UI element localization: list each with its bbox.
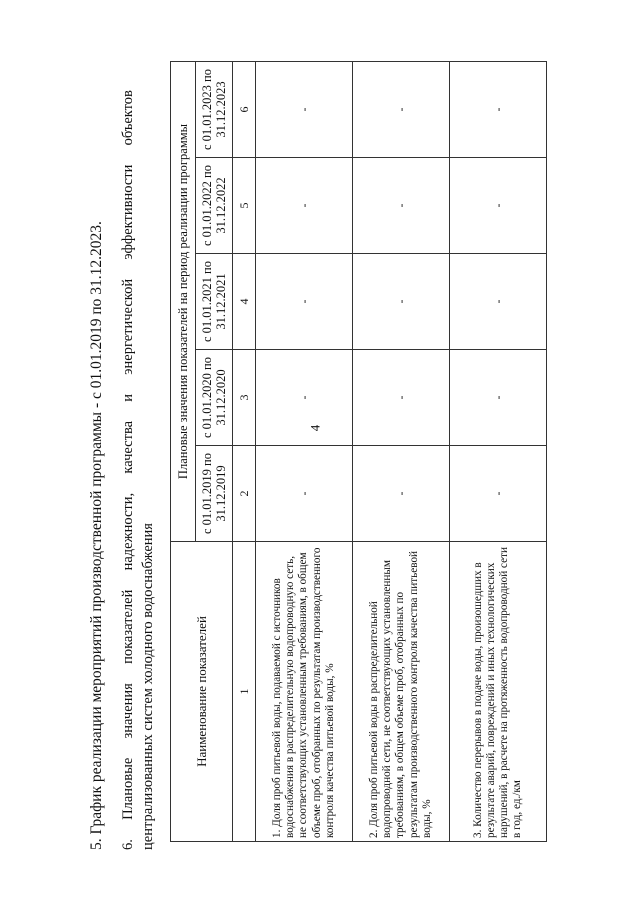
column-number: 5 bbox=[233, 158, 256, 254]
value-cell: - bbox=[353, 350, 450, 446]
value-cell: - bbox=[450, 158, 547, 254]
heading-word: надежности, bbox=[120, 492, 136, 571]
section-6-heading-line1 bbox=[120, 90, 137, 850]
header-period: с 01.01.2020 по 31.12.2020 bbox=[196, 350, 233, 446]
indicator-name: 1. Доля проб питьевой воды, подаваемой с источников водоснабжения в распределительную водопроводную сеть, не соответствующих установленным требованиям, в общем объеме проб, отобранных по результатам производственного контроля качества питьевой воды, % bbox=[256, 542, 353, 842]
column-number: 3 bbox=[233, 350, 256, 446]
value-cell: - bbox=[256, 158, 353, 254]
indicator-name: 2. Доля проб питьевой воды в распределительной водопроводной сети, не соответствующих установленным требованиям, в общем объеме проб, отобранных по результатам производственного контроля качества питьевой воды, % bbox=[353, 542, 450, 842]
value-cell: - bbox=[353, 158, 450, 254]
value-cell: - bbox=[450, 254, 547, 350]
heading-word: объектов bbox=[120, 90, 136, 146]
column-number: 1 bbox=[233, 542, 256, 842]
header-period: с 01.01.2023 по 31.12.2023 bbox=[196, 62, 233, 158]
heading-word: и bbox=[120, 393, 136, 402]
header-period: с 01.01.2019 по 31.12.2019 bbox=[196, 446, 233, 542]
page-number: 4 bbox=[307, 424, 323, 432]
column-number: 6 bbox=[233, 62, 256, 158]
heading-word: показателей bbox=[120, 589, 136, 664]
header-indicator-name: Наименование показателей bbox=[171, 542, 233, 842]
table-row bbox=[353, 62, 450, 842]
value-cell: - bbox=[256, 446, 353, 542]
heading-word: энергетической bbox=[120, 278, 136, 375]
value-cell: - bbox=[353, 446, 450, 542]
section-5-text: 5. График реализации мероприятий производственной программы - с 01.01.2019 по 31.12.2023. bbox=[88, 221, 105, 850]
heading-word: качества bbox=[120, 420, 136, 474]
indicator-name: 3. Количество перерывов в подаче воды, произошедших в результате аварий, повреждений и иных технологических нарушений, в расчете на протяженность водопроводной сети в год, ед./км bbox=[450, 542, 547, 842]
value-cell: - bbox=[256, 62, 353, 158]
heading-word: значения bbox=[120, 683, 136, 739]
header-planned-values: Плановые значения показателей на период реализации программы bbox=[171, 62, 196, 542]
column-number: 4 bbox=[233, 254, 256, 350]
value-cell: - bbox=[256, 350, 353, 446]
heading-word: эффективности bbox=[120, 164, 136, 260]
value-cell: - bbox=[256, 254, 353, 350]
value-cell: - bbox=[450, 446, 547, 542]
value-cell: - bbox=[450, 62, 547, 158]
value-cell: - bbox=[450, 350, 547, 446]
value-cell: - bbox=[353, 254, 450, 350]
table-row bbox=[450, 62, 547, 842]
table-row bbox=[256, 62, 353, 842]
heading-word: Плановые bbox=[120, 757, 136, 820]
indicators-table bbox=[170, 61, 547, 842]
rotated-content bbox=[88, 50, 588, 850]
value-cell: - bbox=[353, 62, 450, 158]
column-number: 2 bbox=[233, 446, 256, 542]
header-period: с 01.01.2021 по 31.12.2021 bbox=[196, 254, 233, 350]
heading-word: 6. bbox=[120, 839, 136, 850]
header-period: с 01.01.2022 по 31.12.2022 bbox=[196, 158, 233, 254]
section-6-heading-line2: централизованных систем холодного водоснабжения bbox=[140, 523, 156, 850]
